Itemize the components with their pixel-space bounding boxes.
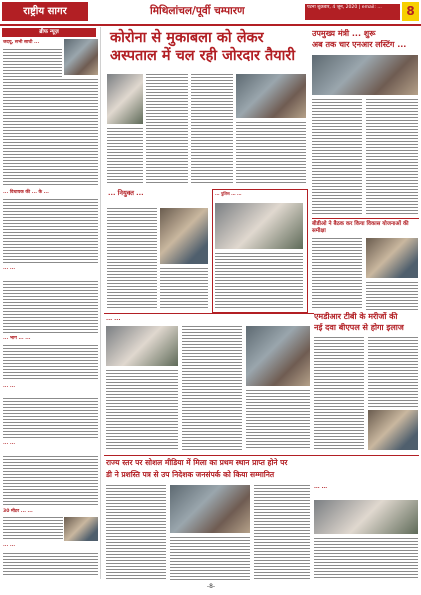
mid-story-text-2 <box>160 268 208 310</box>
left-headline-8: ... ... <box>3 543 16 548</box>
left-text-7 <box>3 517 63 539</box>
left-headline-3: ... ... <box>3 266 16 271</box>
brief-news-label: ब्रीफ न्यूज़ <box>2 28 96 37</box>
left-text-3 <box>3 281 98 333</box>
strip-text-3 <box>246 390 310 450</box>
main-story-text-col1 <box>146 74 188 184</box>
main-story-text-col2 <box>191 74 233 184</box>
dateline: पटना शुक्रवार, 4 जून, 2020 | email: ... <box>305 4 400 20</box>
section-title: मिथिलांचल/पूर्वी चम्पारण <box>150 5 245 17</box>
bottom-divider <box>104 455 419 456</box>
bottom-story-headline-line2: डी ने प्रशस्ति पत्र से उप निदेशक जनसंपर्क को किया सम्मानित <box>106 470 275 479</box>
top-right-text-2 <box>366 99 418 215</box>
tb-story-headline-line2: नई दवा बीएपल से होगा इलाज <box>314 323 404 332</box>
footer-page-marker: -8- <box>206 583 216 590</box>
bottom-right-photo <box>314 500 418 534</box>
mid-story-text-1 <box>107 208 157 310</box>
mid-story-photo <box>160 208 208 264</box>
sub-story-photo <box>215 203 303 249</box>
top-right-photo <box>312 55 418 95</box>
left-text-1 <box>3 49 62 77</box>
tb-story-photo <box>368 410 418 450</box>
left-headline-6: ... ... <box>3 441 16 446</box>
mid-right-text-2 <box>366 282 418 310</box>
strip-text-1 <box>106 370 178 450</box>
bottom-story-headline-line1: राज्य स्तर पर सोशल मीडिया में मिला का प्रथम स्थान प्राप्त होने पर <box>106 458 288 467</box>
left-photo-1 <box>64 39 98 75</box>
strip-photo <box>106 326 178 366</box>
main-story-headline-line2: अस्पताल में चल रही जोरदार तैयारी <box>110 48 296 64</box>
left-headline-7: 30 मीटर ... ... <box>3 509 33 514</box>
bottom-story-text-3 <box>254 485 310 580</box>
left-headline-4: ... भाग ... ... <box>3 336 31 341</box>
left-photo-2 <box>64 517 98 541</box>
strip-text-2 <box>182 326 242 450</box>
mid-right-divider <box>312 218 419 219</box>
top-right-headline-line1: उपमुख्य मंत्री ... शुरू <box>312 29 376 38</box>
left-headline-2: ... विधायक की ... के ... <box>3 190 49 195</box>
left-column <box>0 27 101 579</box>
sub-story-text <box>215 253 303 308</box>
left-text-2 <box>3 199 98 263</box>
strip-photo-2 <box>246 326 310 386</box>
page-number: 8 <box>402 2 419 21</box>
main-story-photo-2 <box>236 74 306 118</box>
tb-story-headline-line1: एमडीआर टीबी के मरीजों की <box>314 312 398 321</box>
top-right-text-1 <box>312 99 362 215</box>
bottom-right-headline: ... ... <box>314 484 328 490</box>
mid-right-photo <box>366 238 418 278</box>
main-story-headline-line1: कोरोना से मुकाबला को लेकर <box>110 30 264 46</box>
left-text-1b <box>3 79 98 187</box>
left-headline-1: जदयू, सभी साथी ... <box>3 40 40 45</box>
bottom-story-text-1 <box>106 485 166 580</box>
mid-right-text-1 <box>312 238 362 310</box>
left-text-8 <box>3 553 98 577</box>
mid-right-headline: बीडीओ ने बैठक कर किया विकास योजनाओं की समीक्षा <box>312 221 409 234</box>
left-text-5 <box>3 398 98 438</box>
left-text-4 <box>3 345 98 381</box>
tb-story-text-2 <box>368 337 418 407</box>
bottom-story-photo <box>170 485 250 533</box>
main-story-photo <box>107 74 143 124</box>
main-story-text-col0 <box>107 128 143 184</box>
mid-story-headline: ... नियुक्त ... <box>108 189 144 197</box>
left-headline-5: ... ... <box>3 384 16 389</box>
top-right-headline-line2: अब तक चार एनआर लस्टिंग ... <box>312 40 407 49</box>
sub-story-headline: ... पुलिस ... ... <box>215 191 242 196</box>
strip-divider <box>104 313 314 314</box>
strip-headline: ... ... <box>106 316 121 322</box>
bottom-story-text-2 <box>170 537 250 580</box>
bottom-right-text <box>314 538 418 580</box>
main-story-text-col3 <box>236 122 306 184</box>
tb-story-text-1 <box>314 337 364 450</box>
left-text-6 <box>3 456 98 506</box>
newspaper-brand: राष्ट्रीय सागर <box>2 2 88 21</box>
